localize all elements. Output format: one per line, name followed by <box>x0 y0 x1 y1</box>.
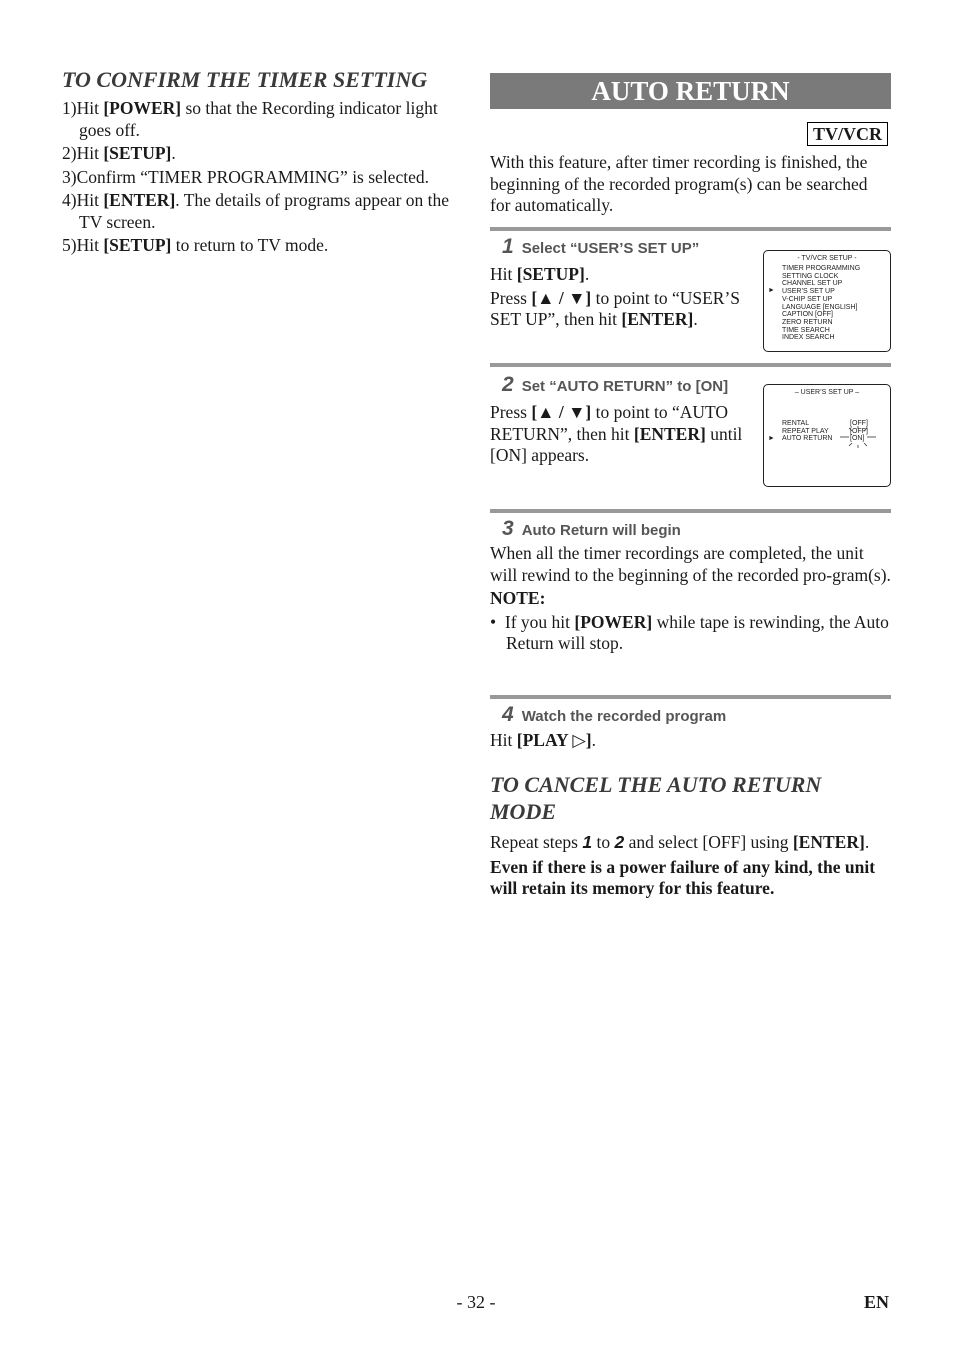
list-item: 1)Hit [POWER] so that the Recording indicator light goes off. <box>62 98 438 140</box>
mode-badge: TV/VCR <box>807 122 888 146</box>
section-divider <box>490 227 891 231</box>
step-2-body: Press [▲ / ▼] to point to “AUTO RETURN”, then hit [ENTER] until [ON] appears. <box>490 402 743 465</box>
selection-arrow-icon: ► <box>768 435 775 442</box>
step-3-heading: 3 Auto Return will begin <box>502 517 681 540</box>
step-4-heading: 4 Watch the recorded program <box>502 703 727 726</box>
page-number: - 32 - <box>456 1292 496 1312</box>
left-column <box>62 66 467 259</box>
menu-item: AUTO RETURN [ON] <box>782 435 865 443</box>
memory-notice: Even if there is a power failure of any kind, the unit will retain its memory for this feature. <box>490 856 876 898</box>
screen-title: – USER’S SET UP – <box>794 389 860 396</box>
menu-item: SETTING CLOCK <box>782 272 839 280</box>
menu-item: LANGUAGE [ENGLISH] <box>782 303 858 311</box>
right-column <box>490 73 891 898</box>
menu-item: TIMER PROGRAMMING <box>782 265 861 272</box>
step-2-heading: 2 Set “AUTO RETURN” to [ON] <box>502 373 729 396</box>
section-title-confirm-timer: TO CONFIRM THE TIMER SETTING <box>62 67 428 92</box>
list-item: 4)Hit [ENTER]. The details of programs appear on the TV screen. <box>62 190 450 232</box>
note-bullet: • If you hit [POWER] while tape is rewinding, the Auto Return will stop. <box>490 611 889 653</box>
note-label: NOTE: <box>490 588 546 608</box>
step-3-text: When all the timer recordings are completed, the unit will rewind to the beginning of the recorded pro-gram(s). <box>490 543 891 585</box>
menu-item: CAPTION [OFF] <box>782 311 833 319</box>
list-item: 2)Hit [SETUP]. <box>62 143 176 163</box>
list-item: 3)Confirm “TIMER PROGRAMMING” is selected. <box>62 166 429 187</box>
menu-item: INDEX SEARCH <box>782 334 835 342</box>
intro-paragraph: With this feature, after timer recording is finished, the beginning of the recorded program(s) can be searched for automatically. <box>490 152 868 215</box>
page-title: AUTO RETURN <box>490 73 891 109</box>
cancel-body: Repeat steps 1 to 2 and select [OFF] using [ENTER]. Even if there is a power failure of any kind, the unit will retain its memory for this feature. <box>490 832 876 898</box>
menu-item: ZERO RETURN <box>782 318 833 326</box>
menu-item: V-CHIP SET UP <box>782 295 833 303</box>
selection-arrow-icon: ► <box>768 287 775 294</box>
menu-item: REPEAT PLAY [OFF] <box>782 427 868 435</box>
blink-highlight-icon <box>840 426 876 448</box>
step-1-heading: 1 Select “USER’S SET UP” <box>502 235 700 258</box>
menu-item: USER’S SET UP <box>782 288 835 296</box>
menu-item: RENTAL [OFF] <box>782 420 868 427</box>
language-code: EN <box>864 1292 890 1312</box>
tv-setup-screen <box>763 250 891 352</box>
confirm-steps-list <box>62 98 467 257</box>
step-3-body <box>490 543 891 655</box>
section-divider <box>490 509 891 513</box>
menu-item: CHANNEL SET UP <box>782 280 843 288</box>
step-4-body: Hit [PLAY ▷]. <box>490 730 596 750</box>
section-divider <box>490 363 891 367</box>
list-item: 5)Hit [SETUP] to return to TV mode. <box>62 235 329 255</box>
menu-item: TIME SEARCH <box>782 326 830 334</box>
screen-title: - TV/VCR SETUP - <box>797 255 857 262</box>
users-setup-screen <box>763 384 891 487</box>
section-divider <box>490 695 891 699</box>
step-1-body: Hit [SETUP]. Press [▲ / ▼] to point to “USER’S SET UP”, then hit [ENTER]. <box>490 264 741 329</box>
screen-menu <box>782 265 860 342</box>
section-title-cancel: TO CANCEL THE AUTO RETURN MODE <box>490 772 822 824</box>
